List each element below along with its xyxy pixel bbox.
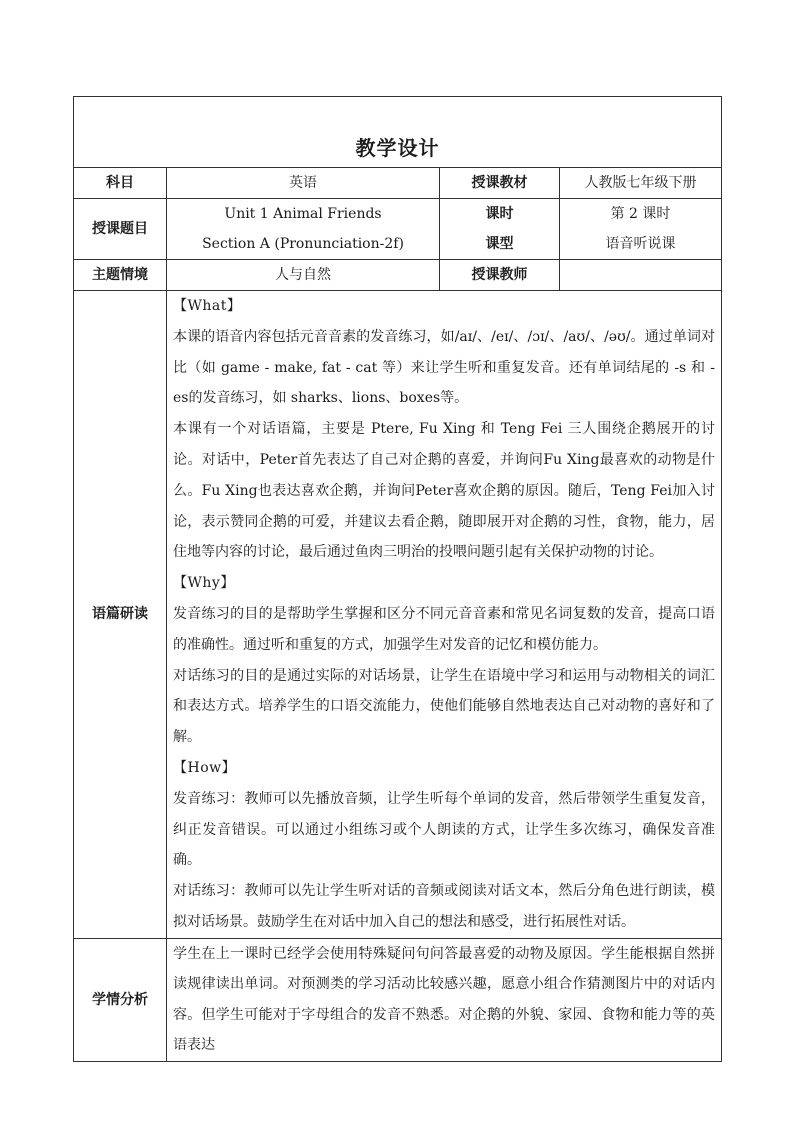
what-paragraph-2: 本课有一个对话语篇，主要是 Ptere, Fu Xing 和 Teng Fei 三人围绕企鹅展开的讨论。对话中，Peter首先表达了自己对企鹅的喜爱，并询问Fu Xing最喜欢的动物是什么。Fu Xing也表达喜欢企鹅，并询问Peter喜欢企鹅的原因。随后，Teng Fei加入讨论，表示赞同企鹅的可爱，并建议去看企鹅，随即展开对企鹅的习性，食物，能力，居住地等内容的讨论，最后通过鱼肉三明治的投喂问题引起有关保护动物的讨论。 [173,421,715,561]
what-paragraph-1: 本课的语音内容包括元音音素的发音练习，如/aɪ/、/eɪ/、/ɔɪ/、/aʊ/、/əʊ/。通过单词对比（如 game - make, fat - cat 等）来让学生听和重复发音。还有单词结尾的 -s 和 -es的发音练习，如 sharks、lions、boxes等。 [173,328,715,407]
why-heading: 【Why】 [173,575,235,592]
period-value: 第 2 课时 [610,206,671,222]
type-label: 课型 [485,236,514,252]
subject-row [74,168,722,199]
reading-label: 语篇研读 [74,291,167,939]
theme-value: 人与自然 [167,260,440,291]
why-paragraph-2: 对话练习的目的是通过实际的对话场景，让学生在语境中学习和运用与动物相关的词汇和表达方式。培养学生的口语交流能力，使他们能够自然地表达自己对动物的喜好和了解。 [173,667,715,746]
analysis-label: 学情分析 [74,938,167,1061]
teacher-label: 授课教师 [440,260,560,291]
why-paragraph-1: 发音练习的目的是帮助学生掌握和区分不同元音音素和常见名词复数的发音，提高口语的准确性。通过听和重复的方式，加强学生对发音的记忆和模仿能力。 [173,605,715,653]
period-type-value-cell [560,199,722,260]
how-heading: 【How】 [173,759,237,776]
topic-value-cell [167,199,440,260]
period-label: 课时 [485,206,514,222]
subject-value: 英语 [167,168,440,199]
analysis-content [167,938,722,1061]
page-title: 教学设计 [355,136,440,160]
topic-row [74,199,722,260]
reading-content [167,291,722,939]
topic-line-2: Section A (Pronunciation-2f) [202,236,404,252]
topic-label: 授课题目 [74,199,167,260]
material-label: 授课教材 [440,168,560,199]
material-value: 人教版七年级下册 [560,168,722,199]
how-paragraph-1: 发音练习：教师可以先播放音频，让学生听每个单词的发音，然后带领学生重复发音，纠正发音错误。可以通过小组练习或个人朗读的方式，让学生多次练习，确保发音准确。 [173,790,715,869]
period-type-label-cell [440,199,560,260]
lesson-plan-table [73,96,722,1062]
type-value: 语音听说课 [605,236,676,252]
title-cell [74,97,722,168]
title-row [74,97,722,168]
theme-row [74,260,722,291]
analysis-paragraph: 学生在上一课时已经学会使用特殊疑问句问答最喜爱的动物及原因。学生能根据自然拼读规律读出单词。对预测类的学习活动比较感兴趣，愿意小组合作猜测图片中的对话内容。但学生可能对于字母组合的发音不熟悉。对企鹅的外貌、家园、食物和能力等的英语表达 [173,945,715,1054]
how-paragraph-2: 对话练习：教师可以先让学生听对话的音频或阅读对话文本，然后分角色进行朗读，模拟对话场景。鼓励学生在对话中加入自己的想法和感受，进行拓展性对话。 [173,883,715,930]
what-heading: 【What】 [173,298,242,314]
reading-row [74,291,722,939]
teacher-value [560,260,722,291]
analysis-row [74,938,722,1061]
subject-label: 科目 [74,168,167,199]
topic-line-1: Unit 1 Animal Friends [224,206,382,222]
theme-label: 主题情境 [74,260,167,291]
